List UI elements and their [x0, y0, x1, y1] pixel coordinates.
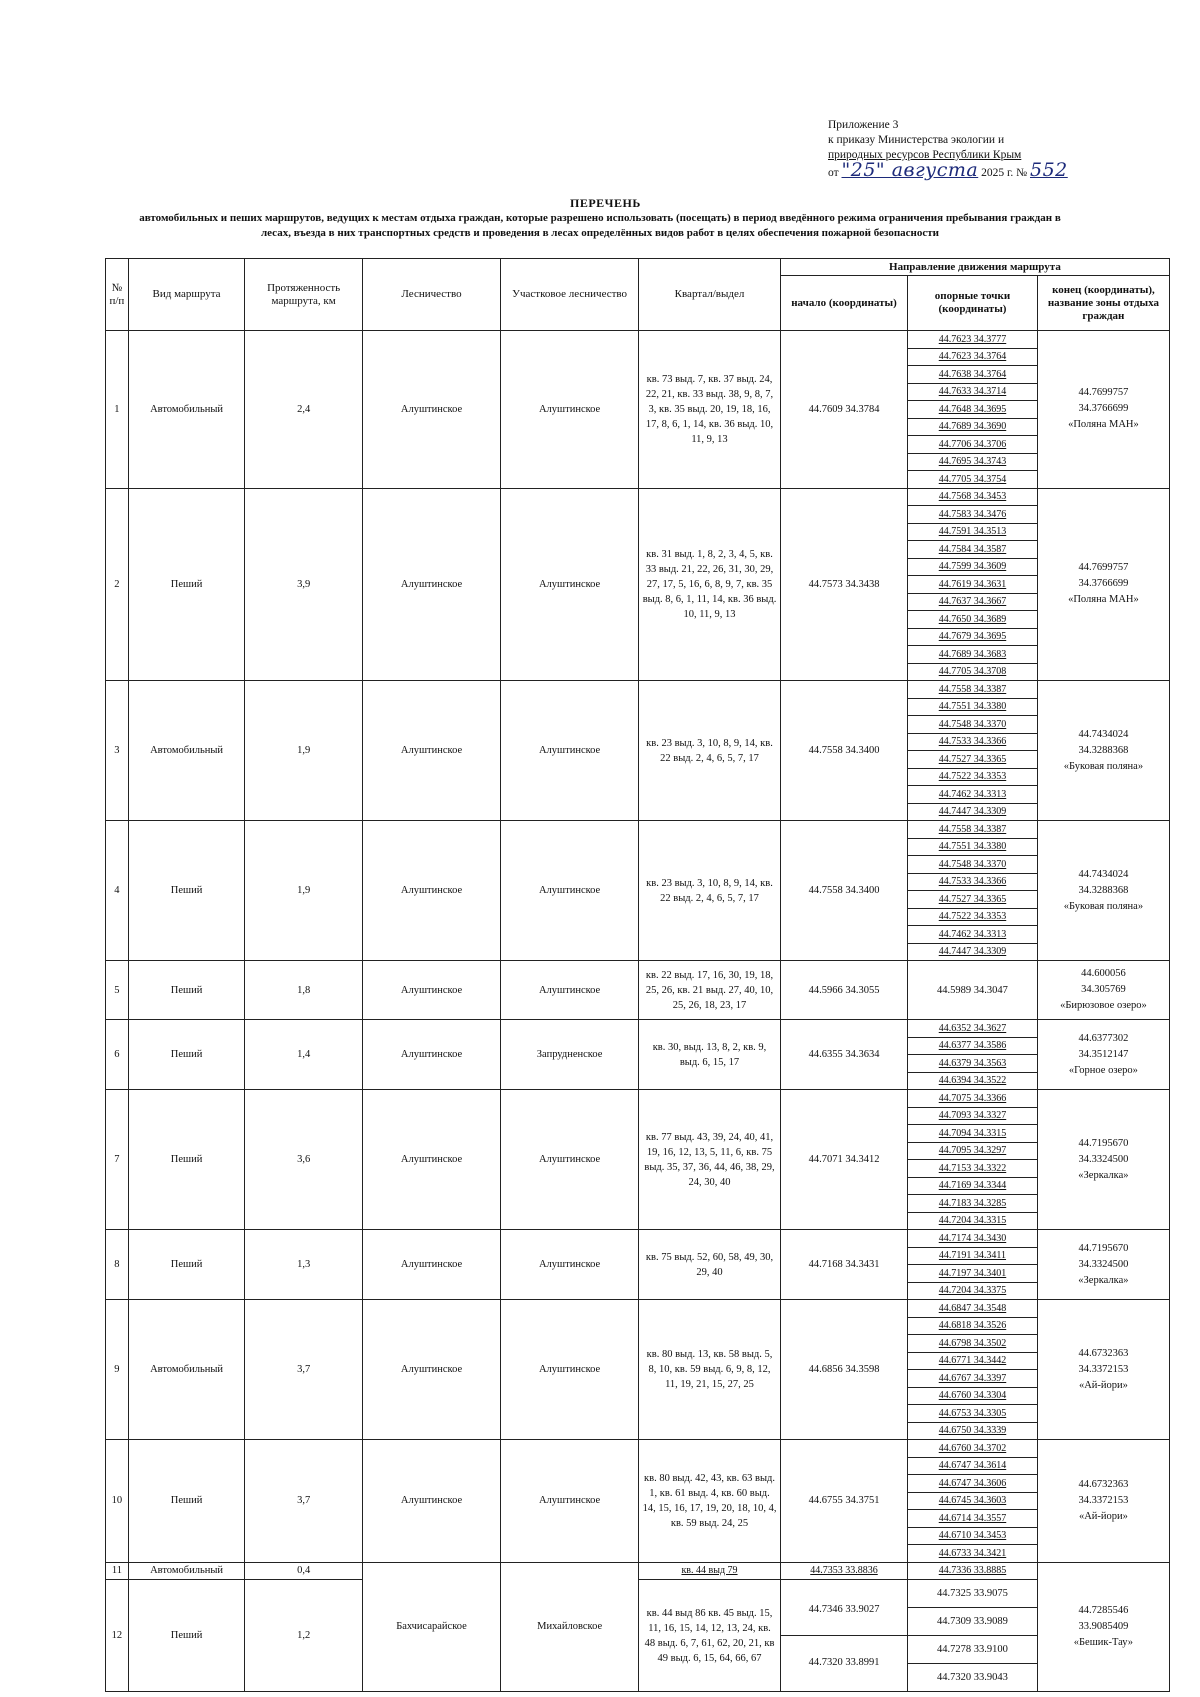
- waypoint-coords: 44.7689 34.3690: [908, 418, 1038, 436]
- waypoint-coords: 44.7462 34.3313: [908, 786, 1038, 804]
- block-cell: кв. 75 выд. 52, 60, 58, 49, 30, 29, 40: [639, 1230, 781, 1300]
- block-cell: кв. 30, выд. 13, 8, 2, кв. 9, выд. 6, 15, 17: [639, 1020, 781, 1090]
- block-cell: кв. 77 выд. 43, 39, 24, 40, 41, 19, 16, 12, 13, 5, 11, 6, кв. 75 выд. 35, 37, 36, 44, 46, 38, 29, 24, 30, 40: [639, 1090, 781, 1230]
- route-length: 0,4: [245, 1562, 363, 1580]
- block-cell: кв. 80 выд. 13, кв. 58 выд. 5, 8, 10, кв. 59 выд. 6, 9, 8, 12, 11, 19, 21, 15, 27, 25: [639, 1300, 781, 1440]
- route-length: 3,9: [245, 488, 363, 681]
- district-forestry: Михайловское: [501, 1562, 639, 1692]
- forestry: Алуштинское: [362, 681, 500, 821]
- row-num: 2: [106, 488, 129, 681]
- handwritten-number: 552: [1029, 159, 1068, 181]
- forestry: Алуштинское: [362, 331, 500, 489]
- district-forestry: Алуштинское: [501, 331, 639, 489]
- end-cell: [1037, 1440, 1169, 1563]
- route-type: Автомобильный: [128, 1300, 244, 1440]
- end-coord: 44.6732363: [1078, 1478, 1129, 1490]
- waypoint-coords: 44.7095 34.3297: [908, 1142, 1038, 1160]
- waypoint-coords: 44.7623 34.3764: [908, 348, 1038, 366]
- header-points: опорные точки (координаты): [908, 276, 1038, 331]
- route-length: 1,3: [245, 1230, 363, 1300]
- waypoint-coords: 44.7706 34.3706: [908, 436, 1038, 454]
- end-cell: [1037, 821, 1169, 961]
- waypoint-coords: 44.6745 34.3603: [908, 1492, 1038, 1510]
- waypoint-coords: 44.7548 34.3370: [908, 856, 1038, 874]
- waypoint-coords: 44.7637 34.3667: [908, 593, 1038, 611]
- waypoint-coords: 44.7204 34.3315: [908, 1212, 1038, 1230]
- route-type: Автомобильный: [128, 681, 244, 821]
- route-length: 1,9: [245, 821, 363, 961]
- row-num: 5: [106, 961, 129, 1020]
- route-length: 3,7: [245, 1440, 363, 1563]
- start-coords: 44.7573 34.3438: [780, 488, 907, 681]
- document-subtitle: автомобильных и пеших маршрутов, ведущих к местам отдыха граждан, которые разрешено использовать (посещать) в период введённого режима ограничения пребывания граждан в лесах, въезда в них транспортных средств и проведения в лесах определённых видов работ в целях обеспечения пожарной безопасности: [139, 212, 1061, 239]
- end-coord: 34.3766699: [1078, 403, 1129, 415]
- routes-table: [105, 258, 1170, 1692]
- district-forestry: Алуштинское: [501, 1300, 639, 1440]
- route-type: Пеший: [128, 1020, 244, 1090]
- table-row: [106, 1562, 1170, 1580]
- end-coord: 34.305769: [1081, 984, 1126, 995]
- district-forestry: Запрудненское: [501, 1020, 639, 1090]
- row-num: 11: [106, 1562, 129, 1580]
- block-cell: кв. 73 выд. 7, кв. 37 выд. 24, 22, 21, кв. 33 выд. 38, 9, 8, 7, 3, кв. 35 выд. 20, 19, 18, 16, 17, 8, 6, 1, 14, кв. 36 выд. 10, 11, 9, 13: [639, 331, 781, 489]
- block-cell: кв. 23 выд. 3, 10, 8, 9, 14, кв. 22 выд. 2, 4, 6, 5, 7, 17: [639, 681, 781, 821]
- route-type: Автомобильный: [128, 331, 244, 489]
- waypoint-coords: 44.7599 34.3609: [908, 558, 1038, 576]
- rest-zone-name: «Бирюзовое озеро»: [1060, 1000, 1147, 1011]
- block-cell: кв. 22 выд. 17, 16, 30, 19, 18, 25, 26, кв. 21 выд. 27, 40, 10, 25, 26, 18, 23, 17: [639, 961, 781, 1020]
- end-coord: 44.7699757: [1078, 387, 1129, 399]
- district-forestry: Алуштинское: [501, 681, 639, 821]
- rest-zone-name: «Ай-йори»: [1078, 1510, 1128, 1522]
- end-coord: 34.3512147: [1078, 1048, 1129, 1060]
- end-coord: 34.3372153: [1078, 1363, 1129, 1375]
- waypoint-coords: 44.6747 34.3614: [908, 1457, 1038, 1475]
- rest-zone-name: «Бешик-Тау»: [1073, 1636, 1134, 1648]
- waypoint-coords: 44.7153 34.3322: [908, 1160, 1038, 1178]
- table-row: [106, 488, 1170, 506]
- header-district: Участковое лесничество: [501, 259, 639, 331]
- waypoint-coords: 44.7462 34.3313: [908, 926, 1038, 944]
- forestry: Алуштинское: [362, 821, 500, 961]
- end-coord: 44.6377302: [1078, 1032, 1129, 1044]
- start-coord: 44.7346 33.9027: [781, 1583, 907, 1636]
- start-coords: 44.7071 34.3412: [780, 1090, 907, 1230]
- waypoint-coords: 44.7174 34.3430: [908, 1230, 1038, 1248]
- route-length: 1,4: [245, 1020, 363, 1090]
- row-num: 9: [106, 1300, 129, 1440]
- waypoint-coords: 44.6753 34.3305: [908, 1405, 1038, 1423]
- end-cell: [1037, 1020, 1169, 1090]
- block-cell: кв. 31 выд. 1, 8, 2, 3, 4, 5, кв. 33 выд. 21, 22, 26, 31, 30, 29, 27, 17, 5, 16, 6, 8, 9, 7, кв. 35 выд. 8, 6, 1, 11, 14, кв. 36 выд. 10, 11, 9, 13: [639, 488, 781, 681]
- waypoint-coords: 44.5989 34.3047: [908, 961, 1038, 1020]
- block-cell: кв. 44 выд 79: [639, 1562, 781, 1580]
- end-cell: [1037, 681, 1169, 821]
- waypoint-coords: 44.6760 34.3304: [908, 1387, 1038, 1405]
- waypoint-coords: 44.7325 33.9075: [908, 1580, 1037, 1608]
- forestry: Алуштинское: [362, 1440, 500, 1563]
- waypoint-coords: 44.6750 34.3339: [908, 1422, 1038, 1440]
- appendix-line1: Приложение 3: [828, 119, 899, 131]
- start-coords: 44.7168 34.3431: [780, 1230, 907, 1300]
- waypoint-coords: 44.7705 34.3754: [908, 471, 1038, 489]
- row-num: 6: [106, 1020, 129, 1090]
- document-title: ПЕРЕЧЕНЬ: [570, 196, 641, 210]
- waypoint-coords: 44.6767 34.3397: [908, 1370, 1038, 1388]
- header-forestry: Лесничество: [362, 259, 500, 331]
- waypoint-coords: 44.7623 34.3777: [908, 331, 1038, 349]
- waypoint-coords: 44.7551 34.3380: [908, 838, 1038, 856]
- header-start: начало (координаты): [780, 276, 907, 331]
- date-prefix: от: [828, 167, 839, 179]
- end-coord: 34.3372153: [1078, 1494, 1129, 1506]
- start-coords: 44.5966 34.3055: [780, 961, 907, 1020]
- start-coords: 44.7353 33.8836: [780, 1562, 907, 1580]
- end-coord: 34.3766699: [1078, 578, 1129, 590]
- waypoint-coords: 44.7633 34.3714: [908, 383, 1038, 401]
- waypoint-coords: 44.7558 34.3387: [908, 821, 1038, 839]
- end-coord: 34.3288368: [1078, 884, 1129, 896]
- waypoint-coords: 44.7679 34.3695: [908, 628, 1038, 646]
- appendix-line2: к приказу Министерства экологии и: [828, 134, 1005, 146]
- waypoint-coords: 44.6771 34.3442: [908, 1352, 1038, 1370]
- waypoint-coords: 44.7183 34.3285: [908, 1195, 1038, 1213]
- waypoint-coords: 44.7591 34.3513: [908, 523, 1038, 541]
- waypoint-coords: 44.6818 34.3526: [908, 1317, 1038, 1335]
- forestry: Алуштинское: [362, 961, 500, 1020]
- row-num: 12: [106, 1580, 129, 1692]
- route-type: Пеший: [128, 961, 244, 1020]
- waypoint-coords: 44.7309 33.9089: [908, 1608, 1037, 1636]
- waypoint-coords: 44.6733 34.3421: [908, 1545, 1038, 1563]
- forestry: Алуштинское: [362, 1300, 500, 1440]
- waypoint-coords: 44.7650 34.3689: [908, 611, 1038, 629]
- forestry: Бахчисарайское: [362, 1562, 500, 1692]
- waypoint-coords: 44.7648 34.3695: [908, 401, 1038, 419]
- block-cell: кв. 80 выд. 42, 43, кв. 63 выд. 1, кв. 61 выд. 4, кв. 60 выд. 14, 15, 16, 17, 19, 20, 18, 10, 4, кв. 59 выд. 24, 25: [639, 1440, 781, 1563]
- waypoint-coords: 44.7278 33.9100: [908, 1636, 1037, 1664]
- end-coord: 44.7285546: [1078, 1604, 1129, 1616]
- route-length: 1,9: [245, 681, 363, 821]
- header-end: конец (координаты), название зоны отдыха граждан: [1037, 276, 1169, 331]
- waypoint-coords: 44.6377 34.3586: [908, 1037, 1038, 1055]
- district-forestry: Алуштинское: [501, 1090, 639, 1230]
- row-num: 1: [106, 331, 129, 489]
- header-length: Протяженность маршрута, км: [245, 259, 363, 331]
- rest-zone-name: «Буковая поляна»: [1063, 760, 1144, 772]
- end-coord: 34.3288368: [1078, 744, 1129, 756]
- table-row: [106, 681, 1170, 699]
- waypoint-coords: 44.6352 34.3627: [908, 1020, 1038, 1038]
- waypoint-coords: 44.7551 34.3380: [908, 698, 1038, 716]
- rest-zone-name: «Ай-йори»: [1078, 1379, 1128, 1391]
- route-type: Пеший: [128, 821, 244, 961]
- waypoint-coords: 44.7705 34.3708: [908, 663, 1038, 681]
- district-forestry: Алуштинское: [501, 1230, 639, 1300]
- end-coord: 34.3324500: [1078, 1153, 1129, 1165]
- forestry: Алуштинское: [362, 1230, 500, 1300]
- waypoint-coords: 44.6847 34.3548: [908, 1300, 1038, 1318]
- appendix-date: [828, 159, 1168, 181]
- route-type: Пеший: [128, 1230, 244, 1300]
- waypoint-coords: 44.7533 34.3366: [908, 873, 1038, 891]
- row-num: 7: [106, 1090, 129, 1230]
- end-coord: 44.6732363: [1078, 1347, 1129, 1359]
- block-cell: кв. 44 выд 86 кв. 45 выд. 15, 11, 16, 15, 14, 12, 13, 24, кв. 48 выд. 6, 7, 61, 62, 20, 21, кв 49 выд. 6, 15, 64, 66, 67: [639, 1580, 781, 1692]
- waypoint-coords: 44.7169 34.3344: [908, 1177, 1038, 1195]
- route-type: Пеший: [128, 1440, 244, 1563]
- end-coord: 44.7195670: [1078, 1137, 1129, 1149]
- waypoint-coords: 44.7583 34.3476: [908, 506, 1038, 524]
- end-cell: [1037, 1230, 1169, 1300]
- block-cell: кв. 23 выд. 3, 10, 8, 9, 14, кв. 22 выд. 2, 4, 6, 5, 7, 17: [639, 821, 781, 961]
- start-coords: 44.6755 34.3751: [780, 1440, 907, 1563]
- end-cell: [1037, 1562, 1169, 1692]
- waypoint-coords: 44.6394 34.3522: [908, 1072, 1038, 1090]
- row-num: 10: [106, 1440, 129, 1563]
- rest-zone-name: «Зеркалка»: [1078, 1274, 1129, 1286]
- waypoint-coords: 44.7558 34.3387: [908, 681, 1038, 699]
- start-coords: [780, 1580, 907, 1692]
- start-coord: 44.7320 33.8991: [808, 1656, 880, 1668]
- waypoint-coords: 44.7075 34.3366: [908, 1090, 1038, 1108]
- route-length: 1,2: [245, 1580, 363, 1692]
- header-type: Вид маршрута: [128, 259, 244, 331]
- waypoint-coords: 44.6747 34.3606: [908, 1475, 1038, 1493]
- waypoint-coords: 44.7689 34.3683: [908, 646, 1038, 664]
- start-coords: 44.7558 34.3400: [780, 821, 907, 961]
- row-num: 8: [106, 1230, 129, 1300]
- rest-zone-name: «Горное озеро»: [1068, 1064, 1138, 1076]
- route-length: 1,8: [245, 961, 363, 1020]
- start-coords: 44.7609 34.3784: [780, 331, 907, 489]
- waypoint-list: [908, 1580, 1038, 1692]
- waypoint-coords: 44.7619 34.3631: [908, 576, 1038, 594]
- rest-zone-name: «Буковая поляна»: [1063, 900, 1144, 912]
- table-row: [106, 1230, 1170, 1248]
- waypoint-coords: 44.7638 34.3764: [908, 366, 1038, 384]
- end-coord: 34.3324500: [1078, 1258, 1129, 1270]
- header-direction: Направление движения маршрута: [780, 259, 1169, 276]
- waypoint-coords: 44.7191 34.3411: [908, 1247, 1038, 1265]
- forestry: Алуштинское: [362, 488, 500, 681]
- rest-zone-name: «Зеркалка»: [1078, 1169, 1129, 1181]
- district-forestry: Алуштинское: [501, 821, 639, 961]
- table-row: [106, 821, 1170, 839]
- start-coords: 44.6355 34.3634: [780, 1020, 907, 1090]
- waypoint-coords: 44.6714 34.3557: [908, 1510, 1038, 1528]
- rest-zone-name: «Поляна МАН»: [1068, 594, 1139, 606]
- route-length: 2,4: [245, 331, 363, 489]
- date-year: 2025 г. №: [981, 167, 1028, 179]
- route-length: 3,7: [245, 1300, 363, 1440]
- end-cell: [1037, 1300, 1169, 1440]
- waypoint-coords: 44.7522 34.3353: [908, 908, 1038, 926]
- waypoint-coords: 44.6798 34.3502: [908, 1335, 1038, 1353]
- waypoint-coords: 44.7447 34.3309: [908, 943, 1038, 961]
- waypoint-coords: 44.6379 34.3563: [908, 1055, 1038, 1073]
- forestry: Алуштинское: [362, 1020, 500, 1090]
- end-cell: [1037, 961, 1169, 1020]
- start-coords-list: [781, 1583, 907, 1688]
- row-num: 3: [106, 681, 129, 821]
- rest-zone-name: «Поляна МАН»: [1068, 419, 1139, 431]
- header-num: № п/п: [106, 259, 129, 331]
- end-cell: [1037, 1090, 1169, 1230]
- table-row: [106, 961, 1170, 1020]
- route-length: 3,6: [245, 1090, 363, 1230]
- table-row: [106, 331, 1170, 349]
- waypoint-coords: 44.7336 33.8885: [908, 1562, 1038, 1580]
- end-coord: 44.600056: [1081, 968, 1126, 979]
- waypoint-coords: 44.7447 34.3309: [908, 803, 1038, 821]
- start-coords: 44.6856 34.3598: [780, 1300, 907, 1440]
- appendix-block: [828, 118, 1168, 181]
- waypoint-coords: 44.7548 34.3370: [908, 716, 1038, 734]
- table-row: [106, 1020, 1170, 1038]
- start-coords: 44.7558 34.3400: [780, 681, 907, 821]
- waypoint-coords: 44.7568 34.3453: [908, 488, 1038, 506]
- end-cell: [1037, 488, 1169, 681]
- end-coord: 44.7195670: [1078, 1242, 1129, 1254]
- route-type: Пеший: [128, 1090, 244, 1230]
- waypoint-coords: 44.7094 34.3315: [908, 1125, 1038, 1143]
- table-row: [106, 1300, 1170, 1318]
- appendix-line3: природных ресурсов Республики Крым: [828, 149, 1022, 161]
- district-forestry: Алуштинское: [501, 1440, 639, 1563]
- header-block: Квартал/выдел: [639, 259, 781, 331]
- waypoint-coords: 44.7093 34.3327: [908, 1107, 1038, 1125]
- waypoint-coords: 44.7584 34.3587: [908, 541, 1038, 559]
- district-forestry: Алуштинское: [501, 488, 639, 681]
- waypoint-coords: 44.7197 34.3401: [908, 1265, 1038, 1283]
- row-num: 4: [106, 821, 129, 961]
- waypoint-coords: 44.6760 34.3702: [908, 1440, 1038, 1458]
- table-row: [106, 1090, 1170, 1108]
- end-coord: 44.7434024: [1078, 868, 1129, 880]
- waypoint-coords: 44.7533 34.3366: [908, 733, 1038, 751]
- route-type: Пеший: [128, 1580, 244, 1692]
- handwritten-date: "25" августа: [841, 159, 979, 181]
- waypoint-coords: 44.7320 33.9043: [937, 1672, 1008, 1683]
- waypoint-coords: 44.6710 34.3453: [908, 1527, 1038, 1545]
- table-row: [106, 1440, 1170, 1458]
- end-coord: 44.7434024: [1078, 728, 1129, 740]
- waypoint-coords: 44.7527 34.3365: [908, 751, 1038, 769]
- end-coord: 44.7699757: [1078, 562, 1129, 574]
- waypoint-coords: 44.7522 34.3353: [908, 768, 1038, 786]
- waypoint-coords: 44.7204 34.3375: [908, 1282, 1038, 1300]
- forestry: Алуштинское: [362, 1090, 500, 1230]
- route-type: Пеший: [128, 488, 244, 681]
- route-type: Автомобильный: [128, 1562, 244, 1580]
- waypoint-list-table: [908, 1580, 1037, 1691]
- district-forestry: Алуштинское: [501, 961, 639, 1020]
- waypoint-coords: 44.7527 34.3365: [908, 891, 1038, 909]
- end-cell: [1037, 331, 1169, 489]
- waypoint-coords: 44.7695 34.3743: [908, 453, 1038, 471]
- end-coord: 33.9085409: [1078, 1620, 1129, 1632]
